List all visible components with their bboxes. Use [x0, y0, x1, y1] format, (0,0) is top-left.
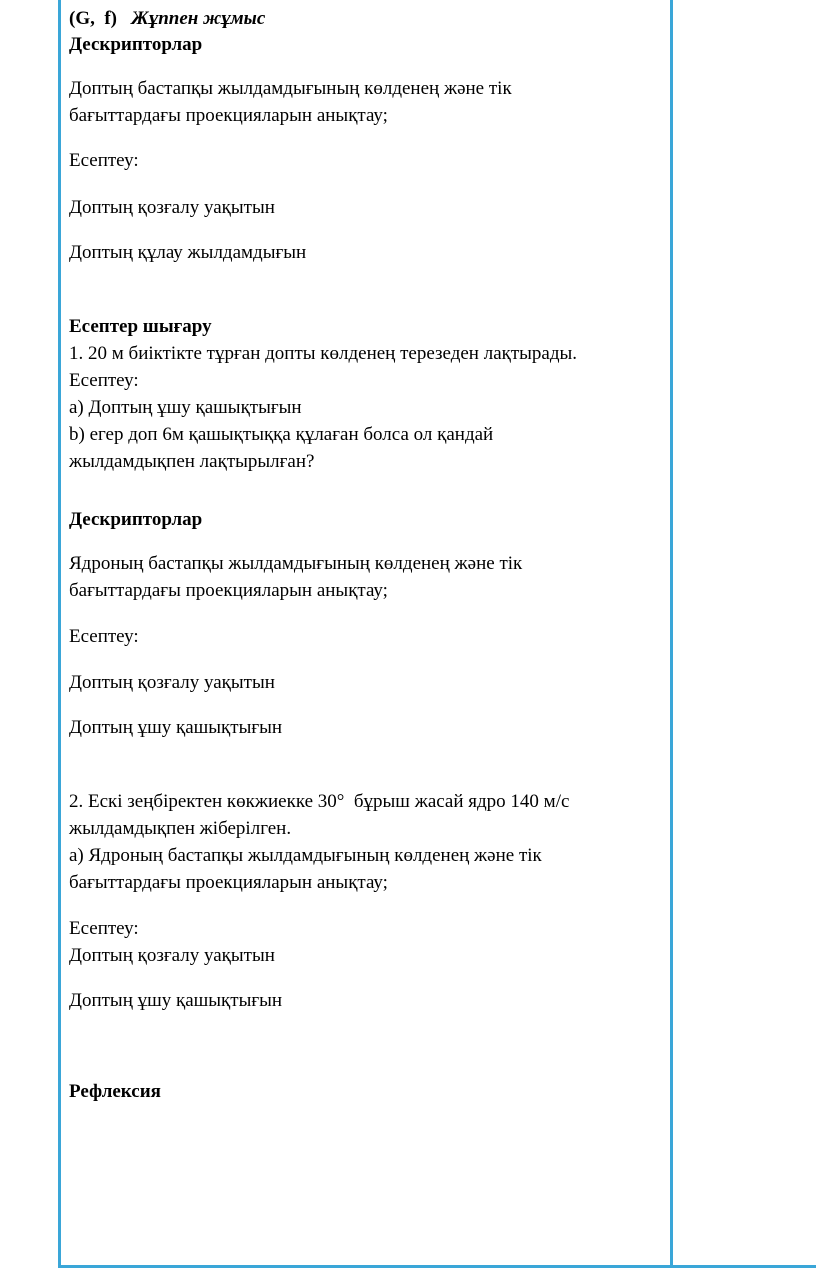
activity-title: Жұппен жұмыс — [131, 8, 266, 29]
problems-title: Есептер шығару — [69, 316, 212, 337]
problem-2-statement-line-1: 2. Ескі зеңбіректен көкжиекке 30° бұрыш жасай ядро 140 м/с — [69, 791, 570, 812]
problem-2-calc-label: Есептеу: — [69, 918, 139, 939]
calc-label-1: Есептеу: — [69, 150, 139, 171]
descriptors-title-2: Дескрипторлар — [69, 509, 203, 530]
group-label: (G, f) — [69, 8, 118, 29]
table-border-bottom — [58, 1265, 816, 1268]
descriptor-1-line-2: бағыттардағы проекцияларын анықтау; — [69, 105, 388, 126]
problem-2-item-2: Доптың ұшу қашықтығын — [69, 990, 283, 1011]
descriptor-2-item-1: Доптың қозғалу уақытын — [69, 672, 275, 693]
problem-2-part-a-line-2: бағыттардағы проекцияларын анықтау; — [69, 872, 388, 893]
calc-label-2: Есептеу: — [69, 626, 139, 647]
problem-1-part-b-line-1: b) егер доп 6м қашықтыққа құлаған болса ол қандай — [69, 424, 494, 445]
problem-1-calc-label: Есептеу: — [69, 370, 139, 391]
descriptor-2-line-1: Ядроның бастапқы жылдамдығының көлденең және тік — [69, 553, 523, 574]
descriptor-1-item-1: Доптың қозғалу уақытын — [69, 197, 275, 218]
descriptor-1-item-2: Доптың құлау жылдамдығын — [69, 242, 307, 263]
descriptors-title-1: Дескрипторлар — [69, 34, 203, 55]
table-border-middle — [670, 0, 673, 1268]
problem-2-statement-line-2: жылдамдықпен жіберілген. — [69, 818, 292, 839]
reflection-title: Рефлексия — [69, 1081, 161, 1102]
problem-1-statement: 1. 20 м биіктікте тұрған допты көлденең терезеден лақтырады. — [69, 343, 578, 364]
descriptor-2-line-2: бағыттардағы проекцияларын анықтау; — [69, 580, 388, 601]
problem-1-part-b-line-2: жылдамдықпен лақтырылған? — [69, 451, 315, 472]
descriptor-2-item-2: Доптың ұшу қашықтығын — [69, 717, 283, 738]
problem-1-part-a: a) Доптың ұшу қашықтығын — [69, 397, 302, 418]
table-border-left — [58, 0, 61, 1268]
descriptor-1-line-1: Доптың бастапқы жылдамдығының көлденең және тік — [69, 78, 512, 99]
activity-heading — [69, 6, 265, 32]
problem-2-part-a-line-1: a) Ядроның бастапқы жылдамдығының көлденең және тік — [69, 845, 542, 866]
problem-2-item-1: Доптың қозғалу уақытын — [69, 945, 275, 966]
